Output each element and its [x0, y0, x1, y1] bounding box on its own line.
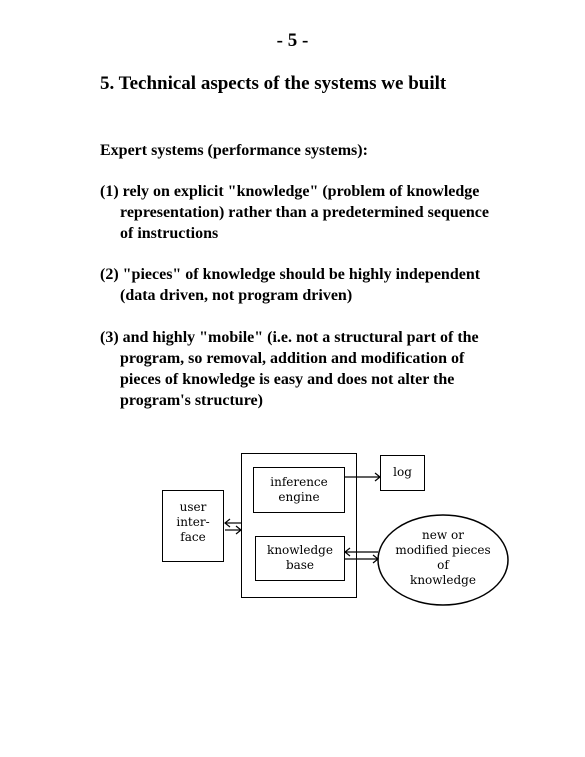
log-label: log	[393, 465, 412, 479]
item-1-line-3: of instructions	[120, 225, 219, 242]
item-3-line-3: pieces of knowledge is easy and does not alter the	[120, 371, 455, 388]
new-knowledge-line-2: modified pieces	[395, 543, 491, 557]
user-interface-line-3: face	[180, 530, 206, 544]
item-3-line-4: program's structure)	[120, 392, 263, 409]
page-number: - 5 -	[276, 30, 309, 51]
item-3-line-2: program, so removal, addition and modification of	[120, 350, 465, 367]
inference-engine-line-2: engine	[278, 490, 320, 504]
inference-engine-line-1: inference	[270, 475, 328, 489]
item-2-line-2: (data driven, not program driven)	[120, 287, 353, 304]
item-3-line-1: (3) and highly "mobile" (i.e. not a structural part of the	[100, 329, 479, 346]
new-knowledge-line-3: of	[437, 558, 449, 572]
subheading: Expert systems (performance systems):	[100, 142, 368, 159]
item-1-line-2: representation) rather than a predetermined sequence	[120, 204, 489, 221]
item-1-line-1: (1) rely on explicit "knowledge" (problem of knowledge	[100, 183, 480, 200]
section-heading: 5. Technical aspects of the systems we built	[100, 73, 447, 94]
knowledge-base-line-1: knowledge	[267, 543, 333, 557]
user-interface-line-1: user	[179, 500, 207, 514]
knowledge-base-line-2: base	[285, 558, 315, 572]
item-2-line-1: (2) "pieces" of knowledge should be highly independent	[100, 266, 481, 283]
user-interface-line-2: inter-	[176, 515, 210, 529]
new-knowledge-line-1: new or	[422, 528, 464, 542]
new-knowledge-line-4: knowledge	[410, 573, 476, 587]
new-knowledge-label	[378, 528, 508, 588]
